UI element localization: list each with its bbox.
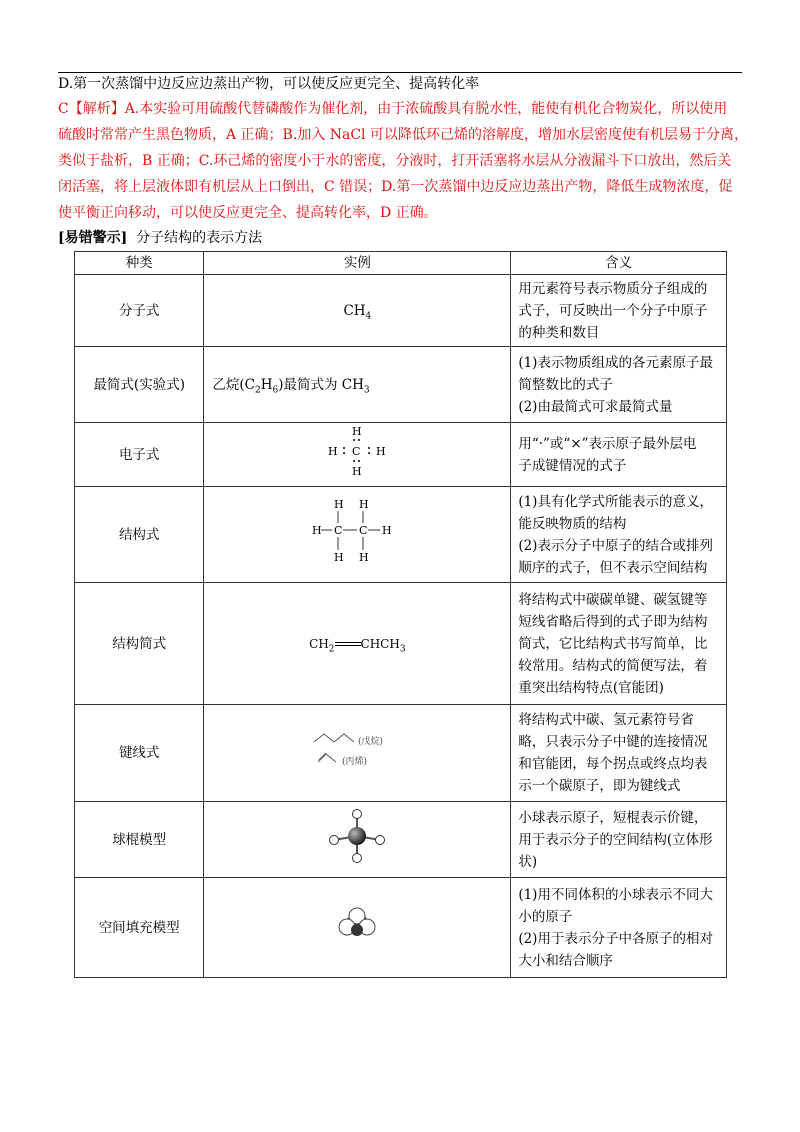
svg-text:C: C xyxy=(334,524,343,537)
svg-text:H: H xyxy=(334,551,344,564)
svg-text:H: H xyxy=(352,425,362,438)
option-d: D.第一次蒸馏中边反应边蒸出产物，可以使反应更完全、提高转化率 xyxy=(58,76,480,92)
table-row xyxy=(75,878,727,978)
tip-heading xyxy=(58,228,748,248)
svg-text:H: H xyxy=(312,524,322,537)
kind-cell: 电子式 xyxy=(75,423,204,487)
header-kind: 种类 xyxy=(75,252,204,275)
ball-stick-model-icon xyxy=(327,808,387,864)
example-space-filling-model xyxy=(204,878,511,978)
example-condensed-formula: $CH_2$ $CHCH_3$ xyxy=(204,583,511,705)
meaning-cell: (1)表示物质组成的各元素原子最 简整数比的式子 (2)由最简式可求最简式量 xyxy=(511,347,727,423)
example-empirical-formula: 乙烷$(C_2H_6)$最简式为 $CH_3$ xyxy=(204,347,511,423)
kind-cell: 结构简式 xyxy=(75,583,204,705)
meaning-cell: (1)用不同体积的小球表示不同大 小的原子 (2)用于表示分子中各原子的相对 大小和结合顺序 xyxy=(511,878,727,978)
header-meaning: 含义 xyxy=(511,252,727,275)
table-row xyxy=(75,423,727,487)
header-example: 实例 xyxy=(204,252,511,275)
meaning-cell: (1)具有化学式所能表示的意义， 能反映物质的结构 (2)表示分子中原子的结合或排列 顺序的式子，但不表示空间结构 xyxy=(511,487,727,583)
svg-text:H: H xyxy=(328,445,338,458)
meaning-cell: 将结构式中碳、氢元素符号省 略，只表示分子中键的连接情况 和官能团，每个拐点或终点均表 示一个碳原子，即为键线式 xyxy=(511,705,727,802)
kind-cell: 分子式 xyxy=(75,275,204,347)
tip-label: [易错警示] xyxy=(58,230,128,246)
space-filling-model-icon xyxy=(337,906,377,942)
analysis-line-5: 使平衡正向移动，可以使反应更完全、提高转化率，D 正确。 xyxy=(58,205,438,221)
table-row xyxy=(75,487,727,583)
analysis-prefix: C【解析】 xyxy=(58,101,125,117)
kind-cell: 最简式(实验式) xyxy=(75,347,204,423)
svg-text:C: C xyxy=(352,445,361,458)
table-row xyxy=(75,802,727,878)
svg-text:C: C xyxy=(359,524,368,537)
skeletal-formula-diagram xyxy=(312,730,402,770)
electron-formula-diagram xyxy=(322,423,392,479)
kind-cell: 空间填充模型 xyxy=(75,878,204,978)
analysis-line-4: 闭活塞，将上层液体即有机层从上口倒出，C 错误；D.第一次蒸馏中边反应边蒸出产物，降低生成物浓度，促 xyxy=(58,179,733,195)
svg-text:H: H xyxy=(359,498,369,511)
example-ball-stick-model xyxy=(204,802,511,878)
analysis-line-2: 硫酸时常常产生黑色物质，A 正确；B.加入 NaCl 可以降低环己烯的溶解度，增加水层密度使有机层易于分离， xyxy=(58,127,748,143)
table-row xyxy=(75,705,727,802)
kind-cell: 结构式 xyxy=(75,487,204,583)
structural-formula-diagram xyxy=(312,496,402,566)
table-row xyxy=(75,347,727,423)
meaning-cell: 用元素符号表示物质分子组成的 式子，可反映出一个分子中原子 的种类和数目 xyxy=(511,275,727,347)
tip-title: 分子结构的表示方法 xyxy=(136,230,263,246)
meaning-cell: 用“·”或“×”表示原子最外层电 子成键情况的式子 xyxy=(511,423,727,487)
svg-text:H: H xyxy=(359,551,369,564)
svg-text:(戊烷): (戊烷) xyxy=(358,736,384,747)
double-bond-icon xyxy=(335,642,361,646)
header-rule xyxy=(58,72,742,73)
table-row xyxy=(75,583,727,705)
example-structural-formula xyxy=(204,487,511,583)
example-skeletal-formula xyxy=(204,705,511,802)
table-header-row xyxy=(75,252,727,275)
example-molecular-formula: $CH_4$ xyxy=(204,275,511,347)
structure-table xyxy=(74,251,727,978)
svg-text:H: H xyxy=(382,524,392,537)
example-electron-formula xyxy=(204,423,511,487)
meaning-cell: 将结构式中碳碳单键、碳氢键等 短线省略后得到的式子即为结构 简式，它比结构式书写简单，比 较常用。结构式的简便写法，着 重突出结构特点(官能团) xyxy=(511,583,727,705)
svg-text:(丙烯): (丙烯) xyxy=(342,756,368,767)
kind-cell: 球棍模型 xyxy=(75,802,204,878)
table-row xyxy=(75,275,727,347)
analysis-line-3: 类似于盐析，B 正确；C.环己烯的密度小于水的密度，分液时，打开活塞将水层从分液漏斗下口放出，然后关 xyxy=(58,153,732,169)
meaning-cell: 小球表示原子，短棍表示价键， 用于表示分子的空间结构(立体形 状) xyxy=(511,802,727,878)
kind-cell: 键线式 xyxy=(75,705,204,802)
svg-text:H: H xyxy=(376,445,386,458)
svg-text:H: H xyxy=(334,498,344,511)
analysis-line-1: C【解析】A.本实验可用硫酸代替磷酸作为催化剂，由于浓硫酸具有脱水性，能使有机化合物炭化，所以使用 xyxy=(58,101,728,117)
svg-text:H: H xyxy=(352,465,362,478)
